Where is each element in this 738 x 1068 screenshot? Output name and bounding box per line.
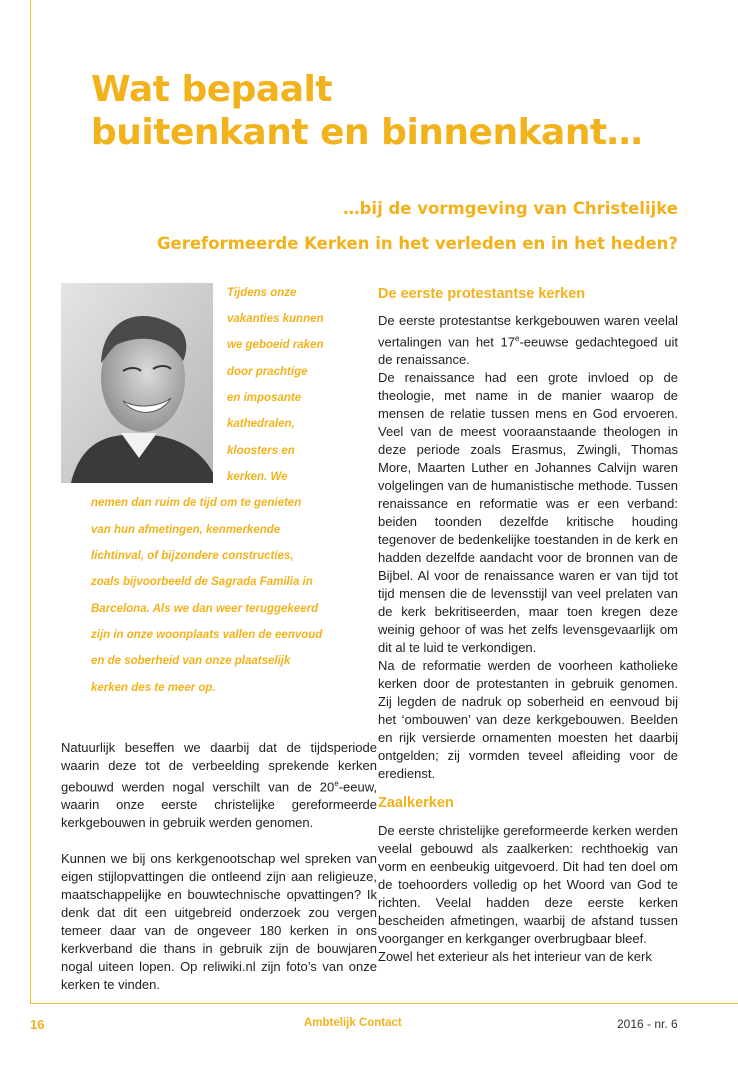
- section-protestant-body: [378, 312, 678, 783]
- margin-rule-vertical: [30, 0, 31, 1003]
- footer-rule: [30, 1003, 738, 1004]
- page-number: 16: [30, 1017, 45, 1032]
- article-subtitle: [58, 191, 678, 261]
- quote-line: en de soberheid van onze plaatselijk: [91, 655, 291, 667]
- quote-line: Barcelona. Als we dan weer teruggekeerd: [91, 603, 319, 615]
- quote-line: kathedralen,: [227, 418, 295, 430]
- section-heading-protestant: De eerste protestantse kerken: [378, 286, 586, 302]
- s1-p1-text-b: -eeuwse gedachtegoed uit de renaissance.: [378, 334, 678, 368]
- quote-line: Tijdens onze: [227, 287, 297, 299]
- issue-label: 2016 - nr. 6: [617, 1017, 678, 1031]
- s1-p1-superscript: e: [514, 334, 520, 343]
- portrait-illustration: [61, 283, 213, 483]
- section1-paragraph-1: [378, 312, 678, 369]
- subtitle-line-2: Gereformeerde Kerken in het verleden en in het heden?: [157, 234, 678, 253]
- section2-paragraph-2: Zowel het exterieur als het interieur van de kerk: [378, 949, 652, 964]
- left-paragraph-2: Kunnen we bij ons kerkgenootschap wel spreken van eigen stijlopvattingen die ontleend zijn aan religieuze, maatschappelijke en bouwtechnische opvattingen? Ik denk dat dit een uitgebreid onderzoek zou vergen temeer daar van de ongeveer 180 kerken in ons kerkverband die thans in gebruik zijn de bouwjaren nogal uiteen lopen. Op reliwiki.nl zijn foto’s van onze kerken te vinden.: [61, 851, 377, 993]
- quote-line: zoals bijvoorbeeld de Sagrada Familia in: [91, 576, 313, 588]
- section-heading-zaalkerken: Zaalkerken: [378, 795, 454, 811]
- section1-paragraph-3: Na de reformatie werden de voorheen katholieke kerken door de protestanten in gebruik genomen. Zij legden de nadruk op soberheid en eenvoud bij het ‘ombouwen’ van deze kerkgebouwen. Beelden en rijk versierde ornamenten moesten het daarbij ontgelden; zij vormden teveel afleiding voor de eredienst.: [378, 658, 678, 782]
- title-line-1: Wat bepaalt: [91, 69, 333, 110]
- journal-name: Ambtelijk Contact: [304, 1017, 402, 1029]
- section1-paragraph-2: De renaissance had een grote invloed op de theologie, met name in de manier waarop de mensen de relatie tussen mens en God ervoeren. Veel van de meest vooraanstaande theologen in deze periode zoals Erasmus, Zwingli, Thomas More, Maarten Luther en Johannes Calvijn waren volgelingen van de humanistische methode. Tussen renaissance en reformatie was er een verband: beiden toonden dezelfde kritische houding tegenover de bedenkelijke toestanden in de kerk en hadden dezelfde aandacht voor de bronnen van de Bijbel. Al voor de renaissance waren er van tijd tot tijd mensen die de levensstijl van veel prelaten van de kerk bekritiseerden, maar toen kregen deze weinig gehoor of was het zelfs levensgevaarlijk om dit al te luid te verkondigen.: [378, 370, 678, 656]
- article-title: [91, 68, 642, 154]
- left-p1-text-b: -eeuw, waarin onze eerste christelijke gereformeerde kerkgebouwen in gebruik werden genomen.: [61, 779, 377, 831]
- left-paragraph-1: [61, 739, 377, 832]
- quote-line: kloosters en: [227, 445, 295, 457]
- quote-line: en imposante: [227, 392, 302, 404]
- author-portrait-photo: [61, 283, 213, 483]
- quote-line: van hun afmetingen, kenmerkende: [91, 524, 281, 536]
- title-line-2: buitenkant en binnenkant…: [91, 112, 643, 153]
- quote-line: vakanties kunnen: [227, 313, 324, 325]
- quote-line: kerken. We: [227, 471, 288, 483]
- section-zaalkerken-body: [378, 822, 678, 966]
- section2-paragraph-1: De eerste christelijke gereformeerde kerken werden veelal gebouwd als zaalkerken: rechthoekig van vorm en eenbeukig uitgevoerd. Dit had ten doel om de toehoorders volledig op het Woord van God te richten. Veelal hadden deze eerste kerken bescheiden afmetingen, waarbij de afstand tussen voorganger en kerkganger overbrugbaar bleef.: [378, 823, 678, 946]
- subtitle-line-1: …bij de vormgeving van Christelijke: [343, 199, 678, 218]
- quote-line: door prachtige: [227, 366, 308, 378]
- quote-line: lichtinval, of bijzondere constructies,: [91, 550, 294, 562]
- s1-p1-text-a: De eerste protestantse kerkgebouwen waren veelal vertalingen van het 17: [378, 313, 678, 350]
- left-column: [61, 739, 377, 994]
- left-p1-superscript: e: [334, 779, 339, 788]
- quote-line: zijn in onze woonplaats vallen de eenvoud: [91, 629, 323, 641]
- quote-line: we geboeid raken: [227, 339, 324, 351]
- quote-line: nemen dan ruim de tijd om te genieten: [91, 497, 302, 509]
- quote-line: kerken des te meer op.: [91, 682, 216, 694]
- left-p1-text-a: Natuurlijk beseffen we daarbij dat de tijdsperiode waarin deze tot de verbeelding sprekende kerken gebouwd werden nogal verschilt van de 20: [61, 740, 377, 795]
